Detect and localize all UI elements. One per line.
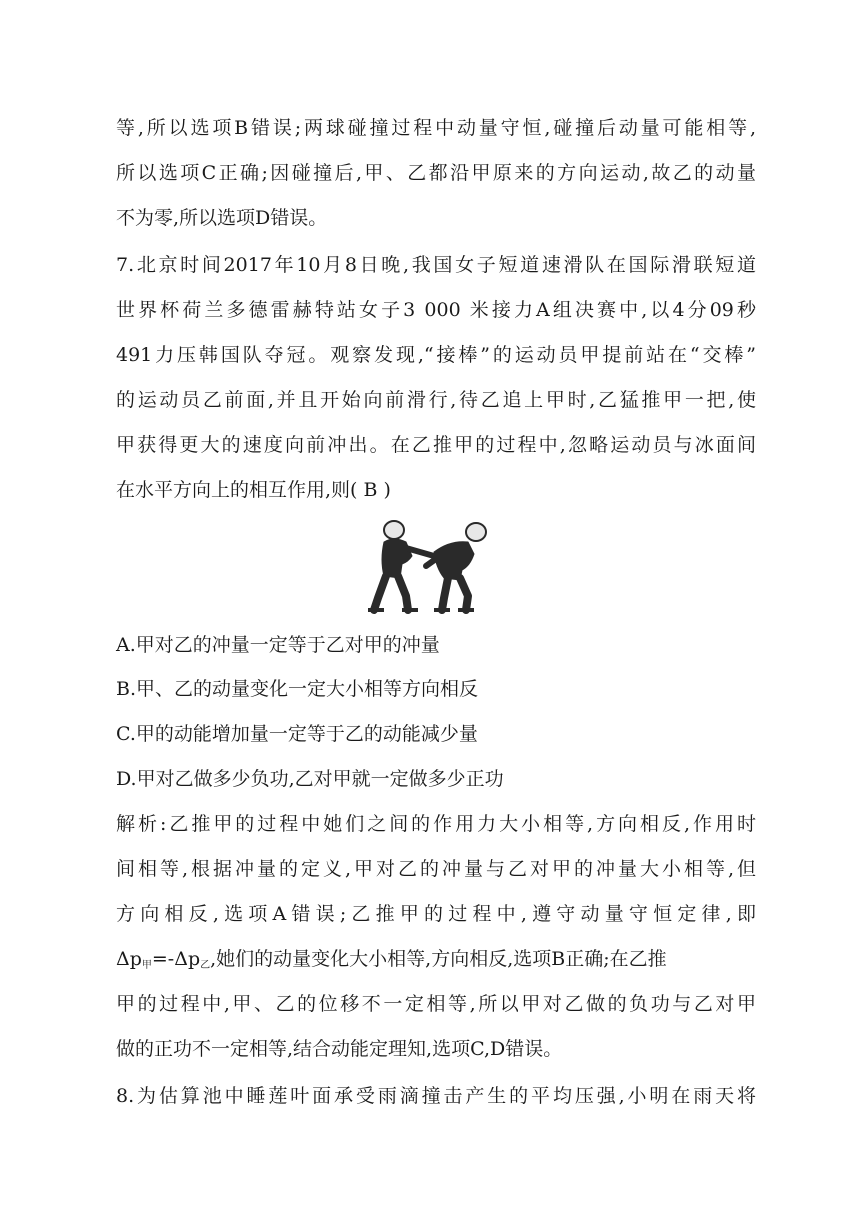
option-d: D.甲对乙做多少负功,乙对甲就一定做多少正功 <box>116 768 504 790</box>
analysis-line: 方向相反,选项A错误;乙推甲的过程中,遵守动量守恒定律,即 <box>116 903 756 925</box>
formula-rest: ,她们的动量变化大小相等,方向相反,选项B正确;在乙推 <box>210 948 667 970</box>
question-8-line: 8.为估算池中睡莲叶面承受雨滴撞击产生的平均压强,小明在雨天将 <box>116 1085 756 1107</box>
text-line: 等,所以选项B错误;两球碰撞过程中动量守恒,碰撞后动量可能相等, <box>116 117 756 139</box>
question-7-line: 491力压韩国队夺冠。观察发现,“接棒”的运动员甲提前站在“交棒” <box>116 344 756 366</box>
analysis-formula-line <box>116 947 756 978</box>
text-line: 不为零,所以选项D错误。 <box>116 207 328 229</box>
option-a: A.甲对乙的冲量一定等于乙对甲的冲量 <box>116 634 440 656</box>
delta-p-yi: Δp <box>174 948 201 970</box>
analysis-line: 甲的过程中,甲、乙的位移不一定相等,所以甲对乙做的负功与乙对甲 <box>116 993 756 1015</box>
speed-skaters-illustration <box>364 512 496 618</box>
option-b: B.甲、乙的动量变化一定大小相等方向相反 <box>116 678 479 700</box>
question-7-line: 在水平方向上的相互作用,则( B ) <box>116 479 391 501</box>
equals-minus: =- <box>151 948 175 970</box>
delta-p-jia: Δp <box>116 948 142 970</box>
question-7-line: 的运动员乙前面,并且开始向前滑行,待乙追上甲时,乙猛推甲一把,使 <box>116 389 756 411</box>
question-7-line: 世界杯荷兰多德雷赫特站女子3 000 米接力A组决赛中,以4分09秒 <box>116 299 756 321</box>
analysis-line: 间相等,根据冲量的定义,甲对乙的冲量与乙对甲的冲量大小相等,但 <box>116 858 756 880</box>
analysis-line: 解析:乙推甲的过程中她们之间的作用力大小相等,方向相反,作用时 <box>116 813 756 835</box>
question-7-line: 7.北京时间2017年10月8日晚,我国女子短道速滑队在国际滑联短道 <box>116 254 756 276</box>
question-7-line: 甲获得更大的速度向前冲出。在乙推甲的过程中,忽略运动员与冰面间 <box>116 434 756 456</box>
subscript-jia: 甲 <box>141 960 152 971</box>
text-line: 所以选项C正确;因碰撞后,甲、乙都沿甲原来的方向运动,故乙的动量 <box>116 162 756 184</box>
option-c: C.甲的动能增加量一定等于乙的动能减少量 <box>116 723 478 745</box>
analysis-line: 做的正功不一定相等,结合动能定理知,选项C,D错误。 <box>116 1038 563 1060</box>
subscript-yi: 乙 <box>200 960 211 971</box>
